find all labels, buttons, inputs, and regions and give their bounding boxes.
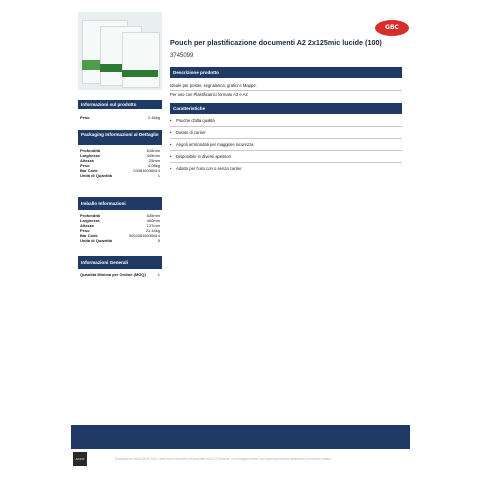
info-key: Larghezza (80, 153, 100, 158)
info-key: Profondità (80, 148, 100, 153)
footer-text: Stampato su 06/01/2016 Tutti i diritti sono riservati e di proprietà di ACCO Brands. Le immagini hanno uno scopo puramente illustrativo e possono variare. (115, 457, 333, 461)
features-list (170, 118, 402, 182)
info-value: 2.46kg (147, 115, 160, 120)
info-value: 618mm (146, 148, 160, 153)
info-key: Peso (80, 115, 90, 120)
info-key: Altezza (80, 158, 94, 163)
feature-item: • Angoli arrotondati per maggiore sicurezza (170, 142, 254, 147)
feature-item: • Pouche d'alta qualità (170, 118, 215, 123)
outer-info-header: Imballo Informazioni (78, 197, 162, 210)
info-value: 50033816036614 (128, 233, 160, 238)
product-image (78, 12, 162, 90)
info-key: Altezza (80, 223, 94, 228)
info-value: 445mm (146, 153, 160, 158)
feature-item: • Dotato di carrier (170, 130, 206, 135)
info-value: 1 (157, 272, 160, 277)
packaging-info-header: Packaging Informazioni al Dettaglio (78, 130, 162, 145)
info-key: Unità di Quantità (80, 173, 112, 178)
outer-info-table (80, 213, 160, 245)
info-value: 635mm (146, 213, 160, 218)
info-key: Larghezza (80, 218, 100, 223)
info-key: Profondità (80, 213, 100, 218)
features-header: Caratteristiche (170, 103, 402, 114)
packaging-info-table (80, 148, 160, 180)
product-info-row (80, 115, 160, 120)
footer-bar (71, 425, 410, 449)
product-info-header: Informazioni sul prodotto (78, 100, 162, 109)
general-info-row (80, 272, 160, 277)
info-value: 5 (157, 238, 160, 243)
product-code: 3745099 (170, 53, 194, 59)
info-value: 21.44kg (145, 228, 160, 233)
feature-item: • Disponibile in diversi spessori (170, 154, 231, 159)
info-key: Quantità Minima per Ordine (MOQ) (80, 272, 146, 277)
feature-item: • Adatto per l'uso con o senza carrier (170, 166, 242, 171)
info-value: 1 (157, 173, 160, 178)
info-value: 033816036614 (133, 168, 160, 173)
divider (170, 138, 402, 139)
packaging-info-row (80, 173, 160, 178)
info-key: Bar Code (80, 168, 98, 173)
divider (170, 90, 402, 91)
divider (170, 150, 402, 151)
general-info-header: Informazioni Generali (78, 256, 162, 269)
divider (170, 162, 402, 163)
description-header: Descrizione prodotto (170, 67, 402, 78)
footer-logo: ACCO (73, 452, 87, 466)
info-value: 460mm (146, 218, 160, 223)
info-key: Peso (80, 228, 90, 233)
info-value: 4.08kg (147, 163, 160, 168)
info-key: Bar Code (80, 233, 98, 238)
info-value: 137mm (146, 223, 160, 228)
divider (170, 126, 402, 127)
info-key: Unità di Quantità (80, 238, 112, 243)
description-line: Per uso con Plastificatrici formato A3 e A2 (170, 92, 248, 97)
info-value: 25mm (148, 158, 160, 163)
brand-logo: GBC (375, 20, 409, 36)
info-key: Peso (80, 163, 90, 168)
description-line: Ideale per poster, segnaletica, grafici e Mappe. (170, 83, 257, 88)
outer-info-row (80, 238, 160, 243)
product-title: Pouch per plastificazione documenti A2 2x125mic lucide (100) (170, 38, 382, 47)
